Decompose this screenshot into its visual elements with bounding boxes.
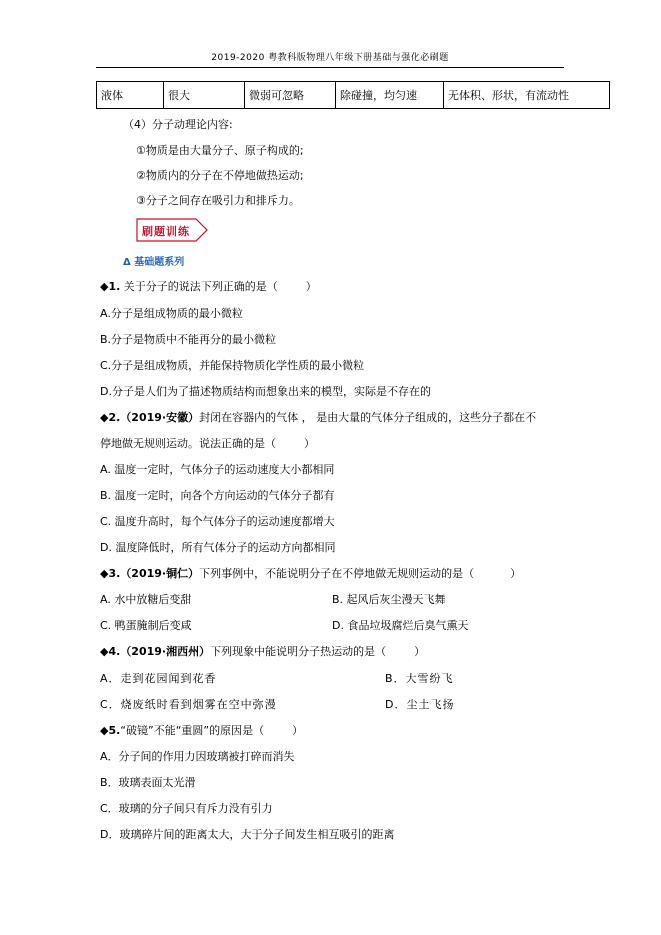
option: A. 水中放糖后变甜 — [100, 593, 192, 606]
practice-badge — [136, 218, 208, 242]
question-4-stem — [100, 645, 425, 659]
question-3-stem — [100, 567, 521, 581]
option: A．走到花园闻到花香 — [100, 672, 217, 685]
table-row — [97, 82, 610, 109]
table-cell: 很大 — [164, 82, 245, 109]
question-text-end: ） — [414, 645, 426, 658]
option: D．尘土飞扬 — [385, 698, 455, 711]
question-1-stem — [100, 280, 317, 294]
question-number: ◆5. — [100, 724, 121, 737]
question-source: （2019·安徽） — [120, 411, 200, 424]
question-text: 下列现象中能说明分子热运动的是（ — [210, 645, 387, 658]
option: C. 鸭蛋腌制后变咸 — [100, 619, 192, 632]
properties-table — [96, 81, 610, 109]
option: C. 温度升高时，每个气体分子的运动速度都增大 — [100, 515, 335, 528]
section-title: Δ 基础题系列 — [123, 257, 185, 268]
option: B. 温度一定时，向各个方向运动的气体分子都有 — [100, 489, 335, 502]
option: A.分子是组成物质的最小微粒 — [100, 307, 243, 320]
question-text-end: ） — [292, 724, 304, 737]
option: C．烧废纸时看到烟雾在空中弥漫 — [100, 698, 277, 711]
option: B.分子是物质中不能再分的最小微粒 — [100, 333, 277, 346]
question-5-stem — [100, 724, 303, 738]
question-number: ◆3. — [100, 567, 121, 580]
table-cell: 除碰撞，均匀速 — [336, 82, 444, 109]
question-number: ◆2. — [100, 411, 121, 424]
table-cell: 无体积、形状，有流动性 — [444, 82, 610, 109]
option: D.分子是人们为了描述物质结构而想象出来的模型，实际是不存在的 — [100, 385, 431, 398]
question-text: 停地做无规则运动。说法正确的是（ — [100, 437, 276, 450]
question-2-stem-cont — [100, 437, 315, 451]
option: D．玻璃碎片间的距离太大，大于分子间发生相互吸引的距离 — [100, 828, 395, 841]
question-number: ◆1. — [100, 280, 121, 293]
question-source: （2019·铜仁） — [120, 567, 200, 580]
table-cell: 液体 — [97, 82, 164, 109]
question-text-end: ） — [510, 567, 522, 580]
option: C．玻璃的分子间只有斥力没有引力 — [100, 802, 273, 815]
badge-label: 刷题训练 — [142, 225, 190, 238]
theory-item: ③分子之间存在吸引力和排斥力。 — [136, 194, 300, 207]
theory-title: （4）分子动理论内容: — [123, 118, 233, 131]
question-source: （2019·湘西州） — [120, 645, 211, 658]
option: A．分子间的作用力因玻璃被打碎而消失 — [100, 750, 295, 763]
question-text-end: ） — [305, 280, 317, 293]
question-text: 关于分子的说法下列正确的是（ — [120, 280, 278, 293]
theory-item: ②物质内的分子在不停地做热运动; — [136, 169, 304, 182]
table-cell: 微弱可忽略 — [245, 82, 336, 109]
option: B. 起风后灰尘漫天飞舞 — [332, 593, 446, 606]
option: A. 温度一定时，气体分子的运动速度大小都相同 — [100, 463, 335, 476]
question-text: 下列事例中，不能说明分子在不停地做无规则运动的是（ — [199, 567, 475, 580]
question-text-end: ） — [304, 437, 315, 450]
theory-item: ①物质是由大量分子、原子构成的; — [136, 144, 304, 157]
page-header: 2019-2020 粤教科版物理八年级下册基础与强化必刷题 — [96, 50, 564, 68]
question-text: 封闭在容器内的气体 ， 是由大量的气体分子组成的，这些分子都在不 — [199, 411, 537, 424]
option: B．大雪纷飞 — [385, 672, 454, 685]
option: D. 温度降低时，所有气体分子的运动方向都相同 — [100, 541, 336, 554]
option: C.分子是组成物质，并能保持物质化学性质的最小微粒 — [100, 359, 365, 372]
question-2-stem — [100, 411, 536, 425]
question-number: ◆4. — [100, 645, 121, 658]
question-text: “破镜”不能“重圆”的原因是（ — [120, 724, 265, 737]
option: B．玻璃表面太光滑 — [100, 776, 196, 789]
option: D. 食品垃圾腐烂后臭气熏天 — [332, 619, 469, 632]
